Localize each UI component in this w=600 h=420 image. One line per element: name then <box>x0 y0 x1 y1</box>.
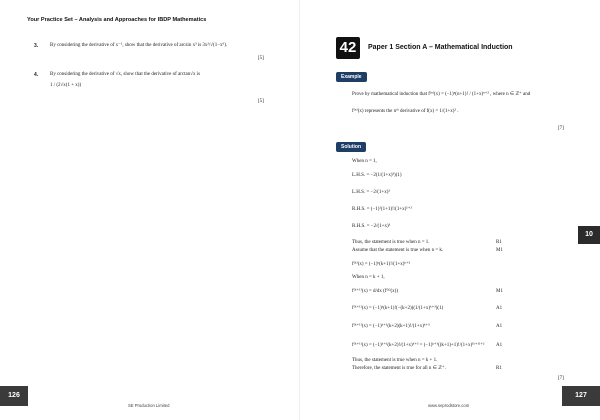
solution-line-4: R.H.S. = (−1)¹(1+1)!/(1+x)¹⁺² <box>352 207 412 212</box>
solution-mark-7: M1 <box>496 248 503 253</box>
solution-line-10: f⁽ᵏ⁺¹⁾(x) = d/dx (f⁽ᵏ⁾(x)) <box>352 289 398 294</box>
solution-mark-6: R1 <box>496 240 502 245</box>
example-line-2: f⁽ⁿ⁾(x) represents the nᵗʰ derivative of f(x) = 1/(1+x)² . <box>352 109 459 114</box>
page-number-left: 126 <box>0 386 28 406</box>
book-title: Your Practice Set – Analysis and Approaches for IBDP Mathematics <box>27 17 207 23</box>
solution-line-7: Assume that the statement is true when n = k. <box>352 248 444 253</box>
solution-line-3: L.H.S. = −2/(1+x)³ <box>352 190 390 195</box>
question-4-marks: [5] <box>258 99 264 104</box>
chapter-number-badge: 42 <box>336 37 360 59</box>
solution-mark-15: R1 <box>496 366 502 371</box>
solution-line-11: f⁽ᵏ⁺¹⁾(x) = (−1)ᵏ(k+1)!(−(k+2))(1/(1+x)ᵏ⁺³)(1) <box>352 306 444 311</box>
solution-line-1: When n = 1, <box>352 159 377 164</box>
question-3-text: By considering the derivative of x⁻¹, show that the derivative of arcsin x³ is 3x²/√(1−x⁶). <box>50 43 228 48</box>
solution-line-12: f⁽ᵏ⁺¹⁾(x) = (−1)ᵏ⁺¹(k+2)(k+1)!/(1+x)ᵏ⁺³ <box>352 324 430 329</box>
footer-right: www.seprodstore.com <box>428 403 470 408</box>
solution-line-13: f⁽ᵏ⁺¹⁾(x) = (−1)ᵏ⁺¹(k+2)!/(1+x)ᵏ⁺³ = (−1)ᵏ⁺¹((k+1)+1)!/(1+x)⁽ᵏ⁺¹⁾⁺² <box>352 343 485 348</box>
question-3-number: 3. <box>34 43 39 49</box>
solution-marks: [7] <box>558 376 564 381</box>
book-spine <box>299 0 300 420</box>
solution-line-15: Therefore, the statement is true for all n ∈ ℤ⁺. <box>352 366 446 371</box>
footer-left: SE Production Limited <box>128 403 170 408</box>
solution-mark-13: A1 <box>496 343 503 348</box>
page-number-right: 127 <box>562 386 600 406</box>
example-marks: [7] <box>558 126 564 131</box>
solution-line-9: When n = k + 1, <box>352 275 385 280</box>
solution-line-6: Thus, the statement is true when n = 1. <box>352 240 430 245</box>
solution-tag: Solution <box>336 142 366 152</box>
question-4-text: By considering the derivative of √x, show that the derivative of arctan√x is <box>50 72 201 77</box>
chapter-title: Paper 1 Section A – Mathematical Induction <box>368 44 513 51</box>
solution-line-2: L.H.S. = −2(1/(1+x)³)(1) <box>352 173 402 178</box>
solution-mark-12: A1 <box>496 324 503 329</box>
example-line-1: Prove by mathematical induction that f⁽ⁿ⁾(x) = (−1)ⁿ(n+1)! / (1+x)ⁿ⁺² , where n ∈ ℤ⁺ and <box>352 92 531 97</box>
solution-line-8: f⁽ᵏ⁾(x) = (−1)ᵏ(k+1)!/(1+x)ᵏ⁺² <box>352 262 411 267</box>
solution-line-14: Thus, the statement is true when n = k + 1. <box>352 358 438 363</box>
question-3-marks: [5] <box>258 56 264 61</box>
question-4-answer: 1 / (2√x(1 + x)) <box>50 83 82 88</box>
chapter-side-tab: 10 <box>578 226 600 244</box>
solution-mark-10: M1 <box>496 289 503 294</box>
solution-mark-11: A1 <box>496 306 503 311</box>
question-4-number: 4. <box>34 72 39 78</box>
example-tag: Example <box>336 72 367 82</box>
solution-line-5: R.H.S. = −2/(1+x)³ <box>352 224 391 229</box>
